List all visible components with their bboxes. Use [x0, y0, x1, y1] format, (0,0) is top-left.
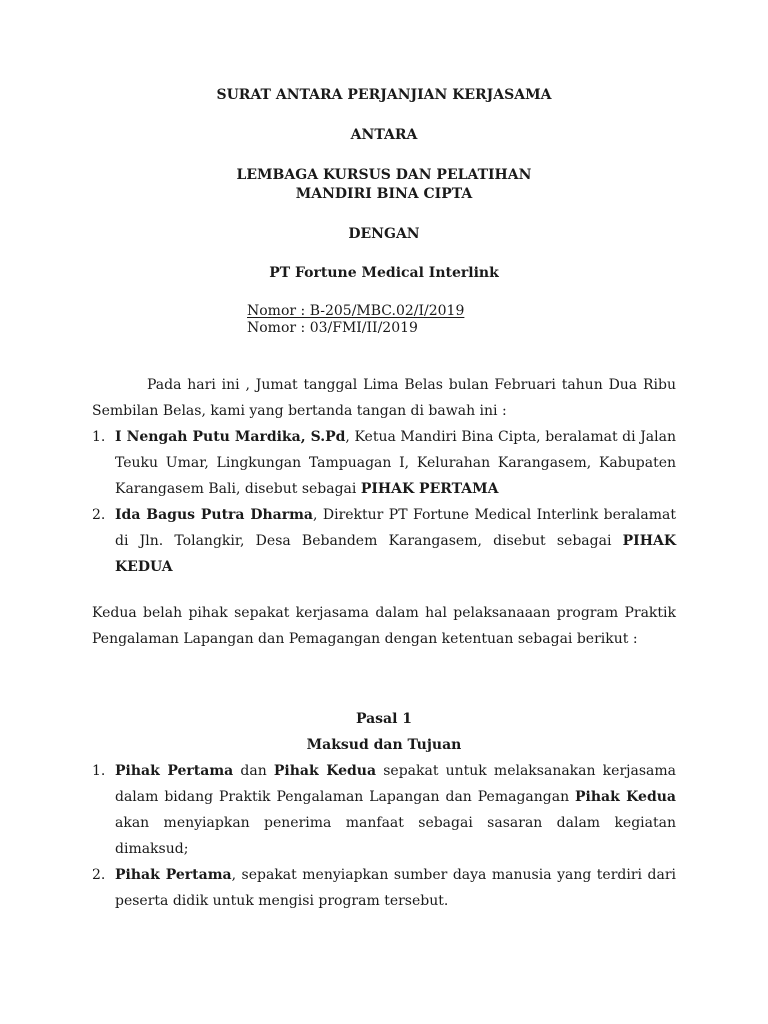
pasal-item-text: akan menyiapkan penerima manfaat sebagai sasaran dalam kegiatan dimaksud;: [115, 815, 676, 857]
party-two-name: PT Fortune Medical Interlink: [269, 265, 499, 281]
party-one-description: , Ketua Mandiri Bina Cipta, beralamat di Jalan Teuku Umar, Lingkungan Tampuagan I, Kelurahan Karangasem, Kabupaten Karangasem Bali, disebut sebagai: [115, 429, 676, 497]
pasal-heading: Pasal 1: [355, 711, 413, 727]
pasal-item-text: , sepakat menyiapkan sumber daya manusia yang terdiri dari peserta didik untuk mengisi program tersebut.: [115, 867, 676, 909]
parties-list: [92, 424, 676, 580]
pasal-item-bold: Pihak Kedua: [273, 763, 377, 779]
party-one-separator: ,: [300, 429, 311, 445]
reference-number-first: Nomor : B-205/MBC.02/I/2019: [247, 303, 465, 319]
document-title: SURAT ANTARA PERJANJIAN KERJASAMA: [216, 87, 552, 103]
list-item: [92, 862, 676, 914]
party-two-description: , Direktur PT Fortune Medical Interlink beralamat di Jln. Tolangkir, Desa Bebandem Karangasem, disebut sebagai: [115, 507, 676, 549]
list-number: 2.: [92, 867, 106, 883]
list-number: 1.: [92, 429, 106, 445]
opening-paragraph: Pada hari ini , Jumat tanggal Lima Belas bulan Februari tahun Dua Ribu Sembilan Belas, kami yang bertanda tangan di bawah ini :: [92, 377, 676, 419]
pasal-items-list: [92, 758, 676, 914]
list-item: [92, 424, 676, 502]
party-two-person: Ida Bagus Putra Dharma: [115, 507, 313, 523]
party-one-degree: S.Pd: [310, 429, 346, 445]
pasal-subheading: Maksud dan Tujuan: [306, 737, 462, 753]
party-one-person: I Nengah Putu Mardika: [115, 429, 301, 445]
pasal-item-bold: Pihak Pertama: [115, 867, 232, 883]
party-one-role: PIHAK PERTAMA: [360, 481, 499, 497]
list-number: 1.: [92, 763, 106, 779]
party-one-name-line2: MANDIRI BINA CIPTA: [295, 186, 473, 202]
pasal-item-text: sepakat untuk melaksanakan kerjasama dalam bidang Praktik Pengalaman Lapangan dan Pemagangan: [115, 763, 676, 805]
party-one-name-line1: LEMBAGA KURSUS DAN PELATIHAN: [236, 167, 532, 183]
dengan-label: DENGAN: [348, 226, 420, 242]
pasal-item-text: dan: [233, 763, 274, 779]
antara-label: ANTARA: [350, 127, 418, 143]
agreement-paragraph: Kedua belah pihak sepakat kerjasama dalam hal pelaksanaaan program Praktik Pengalaman Lapangan dan Pemagangan dengan ketentuan sebagai berikut :: [92, 605, 676, 647]
list-item: [92, 758, 676, 862]
pasal-item-bold: Pihak Kedua: [575, 789, 676, 805]
list-number: 2.: [92, 507, 106, 523]
pasal-item-bold: Pihak Pertama: [115, 763, 234, 779]
reference-numbers: [247, 303, 464, 337]
list-item: [92, 502, 676, 580]
reference-number-second: Nomor : 03/FMI/II/2019: [247, 320, 418, 336]
party-two-role: PIHAK KEDUA: [115, 533, 676, 575]
